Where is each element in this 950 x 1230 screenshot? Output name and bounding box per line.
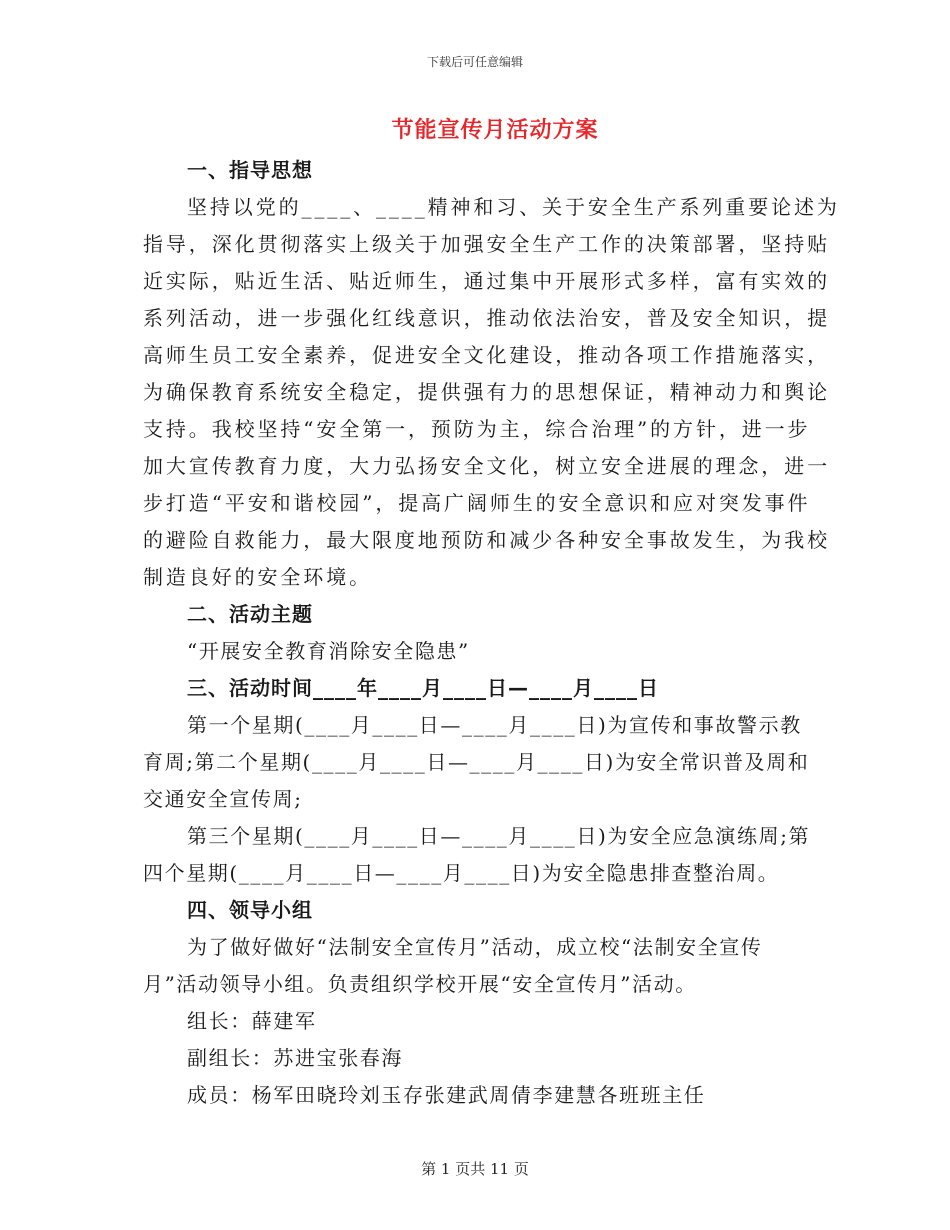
paragraph-line: 指导，深化贯彻落实上级关于加强安全生产工作的决策部署，坚持贴 [143, 232, 830, 256]
paragraph-line: 第一个星期(____月____日—____月____日)为宣传和事故警示教 [187, 713, 802, 737]
paragraph-line: 为了做好做好“法制安全宣传月”活动，成立校“法制安全宣传 [187, 935, 763, 959]
page-footer: 第 1 页共 11 页 [421, 1160, 529, 1178]
section-heading-activity-time: 三、活动时间____年____月____日—____月____日 [187, 676, 659, 700]
paragraph-line: 步打造“平安和谐校园”，提高广阔师生的安全意识和应对突发事件 [143, 491, 811, 515]
paragraph-line: 坚持以党的____、____精神和习、关于安全生产系列重要论述为 [187, 195, 840, 219]
paragraph-line: 制造良好的安全环境。 [143, 565, 372, 589]
paragraph-line: 系列活动，进一步强化红线意识，推动依法治安，普及安全知识，提 [143, 306, 830, 330]
paragraph-line: 月”活动领导小组。负责组织学校开展“安全宣传月”活动。 [143, 972, 697, 996]
paragraph-line: 近实际，贴近生活、贴近师生，通过集中开展形式多样，富有实效的 [143, 269, 830, 293]
paragraph-line: 的避险自救能力，最大限度地预防和减少各种安全事故发生，为我校 [143, 528, 830, 552]
activity-theme-text: “开展安全教育消除安全隐患” [187, 639, 470, 663]
paragraph-guiding-ideology [143, 189, 840, 596]
deputy-leader: 副组长：苏进宝张春海 [187, 1046, 403, 1070]
paragraph-line: 高师生员工安全素养，促进安全文化建设，推动各项工作措施落实， [143, 343, 830, 367]
section-heading-guiding-ideology: 一、指导思想 [187, 158, 313, 182]
document-body [143, 152, 840, 1114]
paragraph-line: 第三个星期(____月____日—____月____日)为安全应急演练周;第 [187, 824, 811, 848]
paragraph-activity-time [143, 707, 811, 892]
paragraph-line: 交通安全宣传周; [143, 787, 303, 811]
section-heading-leadership-group: 四、领导小组 [187, 898, 313, 922]
page-header: 下载后可任意编辑 [426, 55, 523, 69]
paragraph-line: 加大宣传教育力度，大力弘扬安全文化，树立安全进展的理念，进一 [143, 454, 830, 478]
group-leader: 组长：薛建军 [187, 1009, 317, 1033]
section-heading-activity-theme: 二、活动主题 [187, 602, 313, 626]
paragraph-leadership-group [143, 929, 808, 1003]
paragraph-line: 为确保教育系统安全稳定，提供强有力的思想保证，精神动力和舆论 [143, 380, 830, 404]
group-members: 成员：杨军田晓玲刘玉存张建武周倩李建慧各班班主任 [187, 1083, 706, 1107]
document-title: 节能宣传月活动方案 [391, 118, 599, 143]
paragraph-line: 育周;第二个星期(____月____日—____月____日)为安全常识普及周和 [143, 750, 810, 774]
paragraph-line: 四个星期(____月____日—____月____日)为安全隐患排查整治周。 [143, 861, 780, 885]
paragraph-line: 支持。我校坚持“安全第一，预防为主，综合治理”的方针，进一步 [143, 417, 811, 441]
